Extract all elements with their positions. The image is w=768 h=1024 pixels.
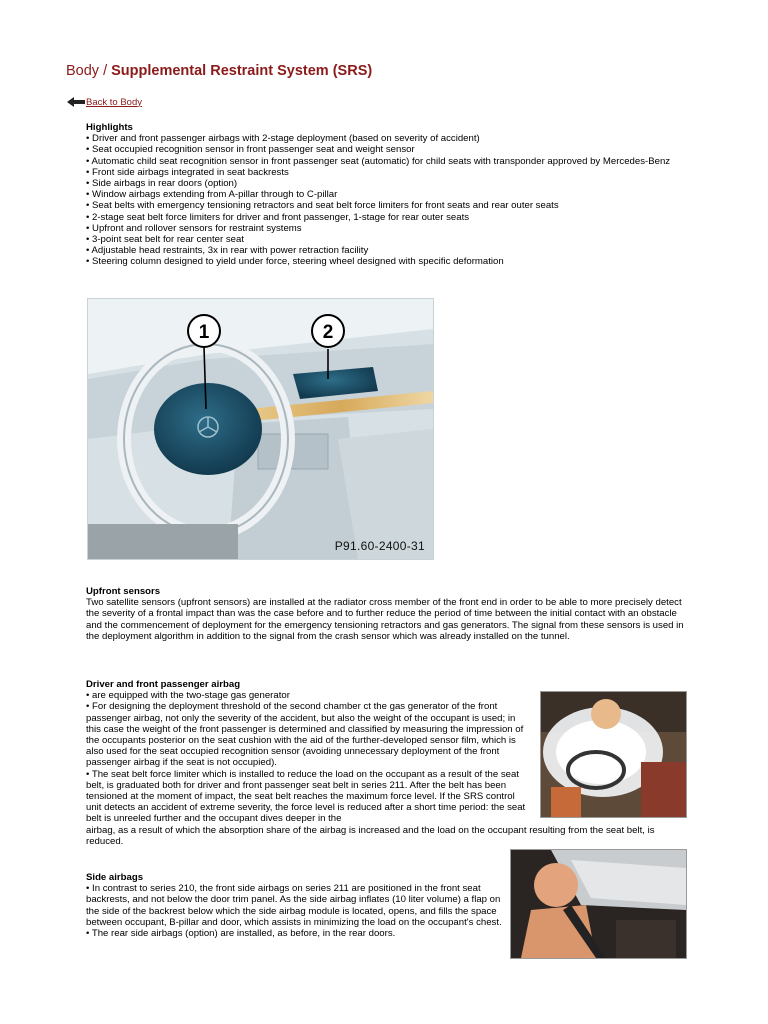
list-item: • Seat belts with emergency tensioning retractors and seat belt force limiters for front seats and rear outer seats xyxy=(86,200,559,212)
list-item: • Front side airbags integrated in seat backrests xyxy=(86,166,289,178)
list-item: • Driver and front passenger airbags with 2-stage deployment (based on severity of accident) xyxy=(86,133,480,145)
side-airbag-photo xyxy=(510,849,687,959)
list-item: • are equipped with the two-stage gas generator xyxy=(86,690,290,702)
list-item: • For designing the deployment threshold of the second chamber ct the gas generator of the front passenger airbag, not only the severity of the accident, but also the weight of the occupant is used; in this case the weight of the front passenger is determined and classified by measuring the impression of the occupants posterior on the seat cushion with the aid of the further-developed sensor film, which is also used for the seat occupied recognition sensor (avoiding unnecessary deployment of the front passenger airbag if the seat is not occupied). xyxy=(86,701,524,769)
list-item: • Window airbags extending from A-pillar through to C-pillar xyxy=(86,189,338,201)
upfront-title: Upfront sensors xyxy=(86,586,161,597)
dashboard-airbag-illustration xyxy=(87,298,434,560)
side-airbag-image xyxy=(511,850,686,958)
list-item: • Steering column designed to yield under force, steering wheel designed with specific deformation xyxy=(86,256,504,268)
list-item: • Upfront and rollover sensors for restraint systems xyxy=(86,222,302,234)
list-item: • Seat occupied recognition sensor in front passenger seat and weight sensor xyxy=(86,144,415,156)
title-text: Supplemental Restraint System (SRS) xyxy=(111,63,373,79)
list-item: • Side airbags in rear doors (option) xyxy=(86,178,238,190)
back-to-body-link[interactable] xyxy=(66,95,142,109)
callout-1: 1 xyxy=(198,322,210,343)
section-breadcrumb: Body / xyxy=(66,63,112,79)
upfront-sensors-section xyxy=(86,586,686,642)
side-airbags-section xyxy=(86,872,506,939)
list-item: • 3-point seat belt for rear center seat xyxy=(86,234,245,246)
list-item: • In contrast to series 210, the front side airbags on series 211 are positioned in the front seat backrests, and not below the door trim panel. As the side airbag inflates (10 liter volume) a flap on the side of the backrest below which the side airbag module is located, opens, and fills the space between occupant, B-pillar and door, which assists in minimizing the load on the occupant's chest. xyxy=(86,883,502,928)
list-item: • 2-stage seat belt force limiters for driver and front passenger, 1-stage for rear outer seats xyxy=(86,211,470,223)
list-item: • Automatic child seat recognition sensor in front passenger seat (automatic) for child seats with transponder approved by Mercedes-Benz xyxy=(86,155,671,167)
list-item: • The seat belt force limiter which is installed to reduce the load on the occupant as a result of the seat belt, is graduated both for driver and front passenger seat belt in series 211. After the belt has been tensioned at the moment of impact, the seat belt reaches the maximum force level. If the SRS control unit detects an accident of extreme severity, the force level is reduced after a short time period: the seat belt is unreeled further and the occupant dives deeper in the xyxy=(86,768,526,825)
driver-airbag-title: Driver and front passenger airbag xyxy=(86,679,241,690)
back-link-label[interactable]: Back to Body xyxy=(86,96,142,108)
dashboard-drawing xyxy=(88,299,433,559)
upfront-text: Two satellite sensors (upfront sensors) are installed at the radiator cross member of the front end in order to be able to more precisely detect the severity of a frontal impact than was the case before and to further reduce the period of time between the initial contact with an obstacle and the commencement of deployment for the emergency tensioning retractors and gas generators. The signal from these sensors is used in the deployment algorithm in addition to the signal from the crash sensor which was already installed on the tunnel. xyxy=(86,597,684,642)
airbag-deployment-image xyxy=(541,692,686,817)
crash-test-airbag-photo xyxy=(540,691,687,818)
highlights-title: Highlights xyxy=(86,122,133,133)
callout-2: 2 xyxy=(322,322,334,343)
driver-airbag-section xyxy=(86,679,532,825)
driver-airbag-continued: airbag, as a result of which the absorption share of the airbag is increased and the load on the occupant resulting from the seat belt, is reduced. xyxy=(86,825,655,848)
figure-code: P91.60-2400-31 xyxy=(334,539,425,553)
list-item: • The rear side airbags (option) are installed, as before, in the rear doors. xyxy=(86,928,396,940)
list-item: • Adjustable head restraints, 3x in rear with power retraction facility xyxy=(86,245,369,257)
arrow-left-icon xyxy=(66,96,86,108)
page-title xyxy=(66,63,372,79)
side-airbags-title: Side airbags xyxy=(86,872,144,883)
highlights-section xyxy=(86,122,686,268)
